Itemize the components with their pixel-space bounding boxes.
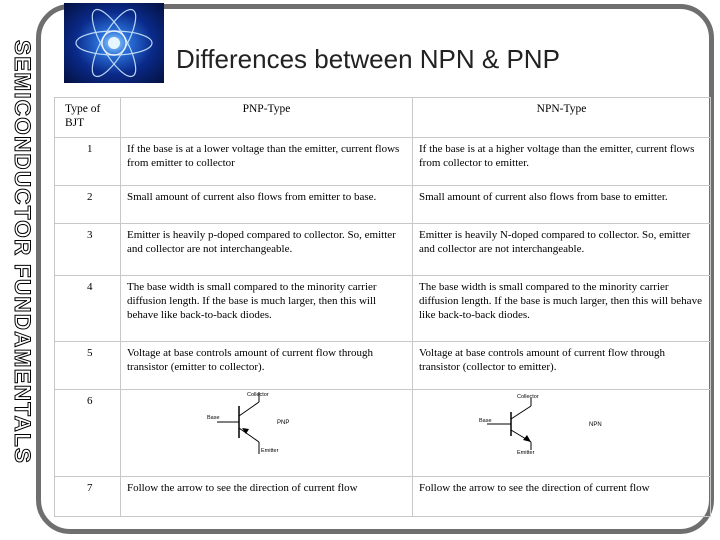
pnp-cell: Small amount of current also flows from emitter to base. xyxy=(121,186,413,224)
atom-logo-icon xyxy=(64,3,164,83)
table-row xyxy=(55,224,711,276)
pnp-emitter-label: Emitter xyxy=(261,448,279,454)
slide-title: Differences between NPN & PNP xyxy=(176,44,560,74)
npn-emitter-label: Emitter xyxy=(517,450,535,456)
row-number: 5 xyxy=(55,342,121,390)
table-row xyxy=(55,186,711,224)
vertical-section-title: SEMICONDUCTOR FUNDAMENTALS xyxy=(10,40,35,465)
row-number: 6 xyxy=(55,390,121,477)
npn-base-label: Base xyxy=(479,418,492,424)
pnp-type-label: PNP xyxy=(277,420,290,426)
npn-collector-label: Collector xyxy=(517,394,539,400)
pnp-cell: Follow the arrow to see the direction of current flow xyxy=(121,477,413,517)
header-npn-type: NPN-Type xyxy=(413,98,711,138)
row-number: 3 xyxy=(55,224,121,276)
table-header-row xyxy=(55,98,711,138)
npn-cell: Small amount of current also flows from base to emitter. xyxy=(413,186,711,224)
pnp-cell: If the base is at a lower voltage than the emitter, current flows from emitter to collector xyxy=(121,138,413,186)
row-number: 4 xyxy=(55,276,121,342)
pnp-collector-label: Collector xyxy=(247,392,269,398)
pnp-symbol-cell xyxy=(121,390,413,477)
header-pnp-type: PNP-Type xyxy=(121,98,413,138)
pnp-cell: Voltage at base controls amount of current flow through transistor (emitter to collector). xyxy=(121,342,413,390)
npn-cell: Voltage at base controls amount of current flow through transistor (collector to emitter). xyxy=(413,342,711,390)
table-row xyxy=(55,276,711,342)
row-number: 7 xyxy=(55,477,121,517)
npn-transistor-symbol-icon xyxy=(413,390,711,458)
header-type-of-bjt: Type of BJT xyxy=(55,98,121,138)
npn-cell: Emitter is heavily N-doped compared to collector. So, emitter and collector are not interchangeable. xyxy=(413,224,711,276)
npn-type-label: NPN xyxy=(589,422,602,428)
pnp-base-label: Base xyxy=(207,415,220,421)
npn-cell: Follow the arrow to see the direction of current flow xyxy=(413,477,711,517)
row-number: 1 xyxy=(55,138,121,186)
pnp-cell: The base width is small compared to the minority carrier diffusion length. If the base is much larger, then this will behave like back-to-back diodes. xyxy=(121,276,413,342)
comparison-table xyxy=(54,97,710,517)
table-row xyxy=(55,390,711,477)
row-number: 2 xyxy=(55,186,121,224)
pnp-cell: Emitter is heavily p-doped compared to collector. So, emitter and collector are not interchangeable. xyxy=(121,224,413,276)
table-row xyxy=(55,477,711,517)
pnp-transistor-symbol-icon xyxy=(121,390,413,458)
npn-cell: If the base is at a higher voltage than the emitter, current flows from collector to emitter. xyxy=(413,138,711,186)
table-row xyxy=(55,138,711,186)
npn-cell: The base width is small compared to the minority carrier diffusion length. If the base is much larger, then this will behave like back-to-back diodes. xyxy=(413,276,711,342)
npn-symbol-cell xyxy=(413,390,711,477)
table-row xyxy=(55,342,711,390)
